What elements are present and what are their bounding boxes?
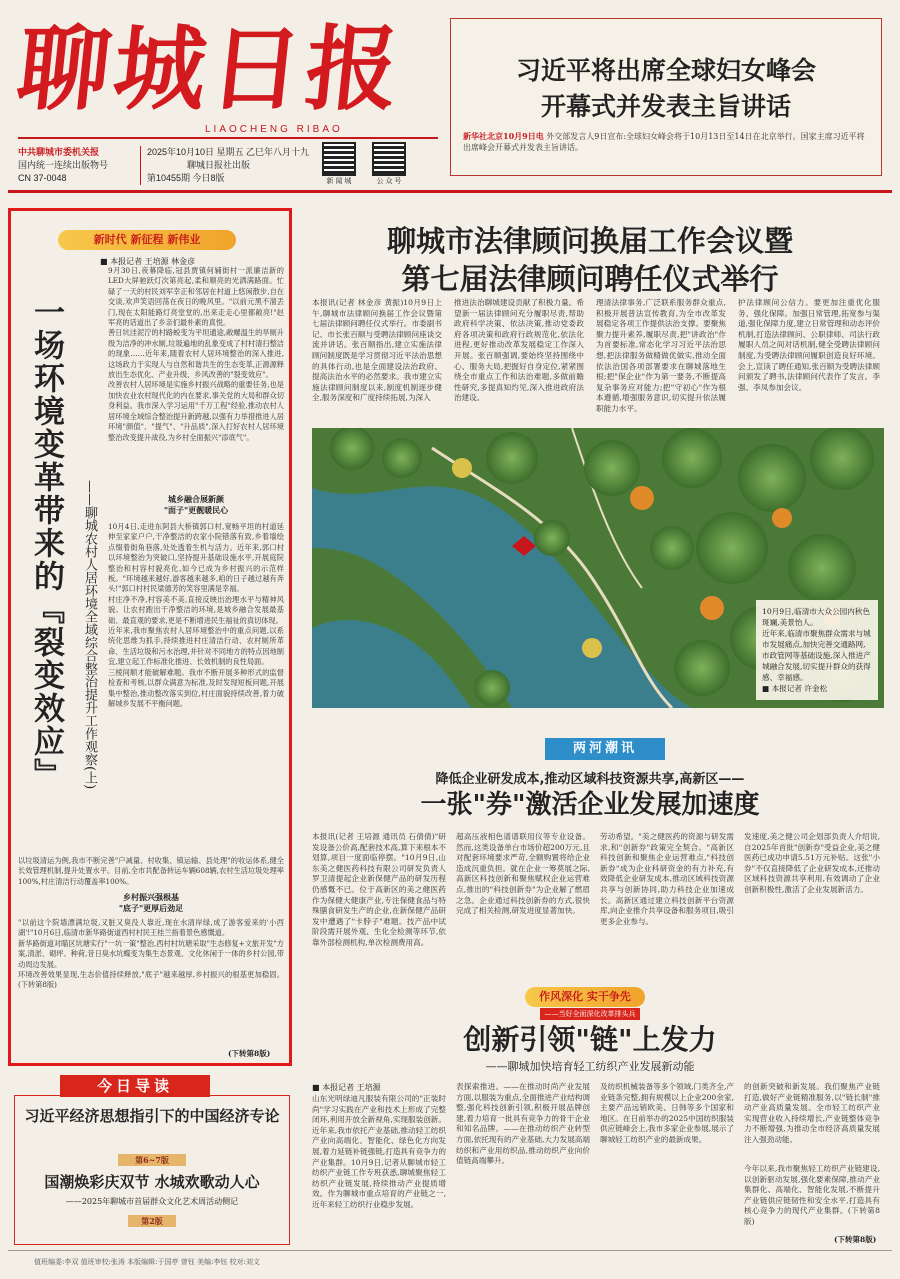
masthead-info — [18, 146, 108, 185]
qr-label: 公 众 号 — [376, 178, 402, 185]
subhead-line: 城乡融合展新颜 — [168, 494, 224, 504]
section3-headline[interactable]: 创新引领"链"上发力 — [463, 1023, 717, 1056]
main-article-col-2: 推进法治聊城建设贡献了积极力量。希望新一届法律顾问充分履职尽责,帮助政府科学决策、依法决策,推动党委政府各项决策和政府行政规范化,依法化进程,更好推动改革发展稳定工作深入开展。张百顺强调,要始终坚持围绕中心、服务大局,把握好自身定位,紧紧围绕全市重点工作和法治难题,多做前瞻性研究,多提真知灼见,深入推进政府法治建设。 — [454, 298, 584, 403]
guide-item-2-sub: ——2025年聊城市首届群众文化艺术周活动侧记 — [65, 1197, 239, 1206]
guide-title: 今日导读 — [60, 1075, 210, 1097]
section2-kicker: 降低企业研发成本,推动区域科技资源共享,高新区—— — [435, 772, 745, 787]
section2-col-3: 劳动希望。"美之健医药的资源与研发需求,和"创新券"政策完全契合。"高新区科技创新和聚焦企业运营难点,"科技创新券"成为企业科研资金的有力补充,有效降低企业研发成本,推动区域科技资源共享与创新协同,助力科技企业加速成长。高新区通过建立科技创新平台资源库,向企业推介共享设备和服务项目,吸引更多企业参与。 — [600, 832, 734, 926]
footer-credits: 值班编委:李双 值班审校:张涛 本版编辑:于国亭 曾钰 美编:李钰 校对:刘文 — [8, 1250, 892, 1272]
section-tag-lianghe: 两河潮讯 — [545, 738, 665, 760]
main-headline-line2: 第七届法律顾问聘任仪式举行 — [401, 262, 779, 296]
section3-tag2: ——当好全面深化改革排头兵 — [540, 1008, 640, 1020]
left-feature-tag: 新时代 新征程 新伟业 — [58, 230, 236, 250]
masthead-date: 2025年10月10日 星期五 乙巳年八月十九 — [147, 147, 310, 157]
masthead-logo — [12, 14, 428, 124]
subhead-line: 乡村振兴强根基 — [123, 892, 179, 902]
main-article-col-3: 理清法律事务,广泛联系服务群众重点,积极开展普法宣传教育,为全市改革发展稳定各项工作提供法治支撑。要聚焦聚力提升素养,履职尽责,把"讲政治"作为首要标准,常态化学习习近平法治思想,把法律服务做精做优做实,推动全面依法治国各项部署要求在聊城落地生根;把"保企业"作为第一要务,不断提高复杂事务应对能力;把"守初心"作为根本遵循,增强服务意识,切实提升依法履职能力水平。 — [596, 298, 726, 413]
qr-icon — [372, 142, 406, 176]
masthead-cn: CN 37-0048 — [18, 173, 67, 183]
masthead-org: 中共聊城市委机关报 — [18, 147, 100, 157]
top-headline-line2: 开幕式并发表主旨讲话 — [540, 92, 791, 121]
section2-col-4: 发速度,美之健公司企划部负责人介绍说,自2025年首批"创新券"受益企业,美之健医药已成功申请5.51万元补贴。这张"小券"不仅直接降低了企业研发成本,还推动区域科技资源共享利用,有效调动了企业创新积极性,激活了企业发展新活力。 — [744, 832, 880, 894]
caption-date: 10月9日,临清市大众公园内秋色斑斓,美景怡人。 — [762, 607, 871, 627]
masthead-issue: 第10455期 今日8版 — [147, 173, 225, 183]
masthead-publisher: 聊城日报社出版 — [187, 160, 251, 170]
qr-label: 新 闻 城 — [326, 178, 352, 185]
paragraph: 改善农村人居环境是实施乡村振兴战略的重要任务,也是加快农业农村现代化的内在要求,事关党的大局和群众切身利益。我市深入学习运用"千万工程"经验,推动农村人居环境全域综合整治提升新跨越,以强有力举措推进人居环境"颜值"、"提气"、"升品质",深入打好农村人居环境整治改变提升战役,为乡村全面振兴"添底气"。 — [108, 380, 284, 442]
left-subhead-1 — [108, 494, 284, 516]
left-feature-body-3 — [18, 856, 284, 886]
top-headline-line1: 习近平将出席全球妇女峰会 — [515, 56, 816, 85]
top-headline-box[interactable] — [450, 18, 882, 176]
guide-item-2-page: 第2版 — [128, 1215, 176, 1227]
main-headline-line1: 聊城市法律顾问换届工作会议暨 — [386, 224, 793, 258]
left-feature-body-2 — [108, 522, 284, 852]
photo-caption — [756, 600, 878, 700]
paragraph: 以垃圾清运为例,我市不断完善"户减量、村收集、镇运输、县处理"的收运体系,健全长效管理机制,提升处置水平。目前,全市共配备转运车辆608辆,农村生活垃圾处理率100%,村庄清洁行动覆盖率100%。 — [18, 856, 284, 886]
left-feature-reporter: ■ 本报记者 王培源 林金彦 — [100, 257, 196, 266]
section3-col-3: 及纺织机械装备等多个领域,门类齐全,产业链条完整,拥有规模以上企业200余家,主要产品远销欧美、日韩等多个国家和地区。在日前举办的2025中国纺织服装供应链峰会上,我市多家企业参展,展示了聊城轻工纺织产业的最新成果。 — [600, 1082, 734, 1144]
paragraph: 近年来,我市聚焦农村人居环境整治中的重点问题,以系统化思维为抓手,持续推进村庄清洁行动、农村厕所革命、生活垃圾和污水治理,并针对不同地方的特点因地制宜,建立起工作标准化推进、长效机制的良性局面。 — [108, 626, 284, 667]
paragraph: 10月4日,走进东阿县大桥镇郭口村,宽畅平坦的村道延伸至家家户户,干净整洁的农家小院错落有致,乡着墙绘点缀着街角巷落,处处透着生机与活力。近年来,郭口村以环境整治为突破口,坚持提升基础设施水平,开展庭院整治和村容村貌亮化,如今已成为乡村振兴的示范样板。"环境越来越好,游客越来越多,咱的日子越过越有奔头!"郭口村村民梁德芳的笑容里满是幸福。 — [108, 522, 284, 594]
guide-item-1-page: 第6~7版 — [118, 1154, 186, 1166]
caption-reporter: ■ 本报记者 许金松 — [762, 684, 828, 693]
paragraph: 村庄净不净,村容美不美,直接反映出治理水平与精神风貌。让农村跑出干净整洁的环境,是城乡融合发展最基础、最直观的要求,更是不断增进民生福祉的真切体现。 — [108, 594, 284, 625]
paragraph: "以前这个院墙漂满垃圾,又脏又臭没人靠近,现在水清岸绿,成了游客爱来的'小西湖'!"10月6日,临清市新华路街道西村村民王桂兰指着景色感慨道。 — [18, 918, 284, 938]
paragraph: 9月30日,夜幕降临,冠县贾镇何辅街村一派廉洁新的LED大屏驰跃灯次第亮起,柔和顺亮的光洒满路面。忙碌了一天的村民刘军幸正和邻居在村道上悠闲散步,自在交谈,欢声笑语回荡在夜日的晚风里。"以前元黑不溜丢门,现在太阳能路灯亮堂堂的,出来走走心里都敞亮!"赵军亮的话道出了乡亲们最朴素的真悦。 — [108, 266, 284, 328]
main-article-col-4: 护法律顾问公信力。要更加注重优化服务、强化保障。加强日常管理,拓宽参与渠道,强化保障力度,建立日常管理和动态评价机制,打造法律顾问、公职律师、司法行政履职人员之间对话机制,健全受聘法律顾问制度,为受聘法律顾问履职创造良好环境。会上,宣读了聘任通知,张百顺为受聘法律顾问颁发了聘书,法律顾问代表作了发言。李强、李凤参加会议。 — [738, 298, 880, 392]
subhead-line: "底子"更厚后劲足 — [118, 903, 184, 913]
guide-item-1[interactable]: 习近平经济思想指引下的中国经济专论 — [24, 1107, 280, 1125]
left-feature-title: 一场环境变革带来的『裂变效应』 — [28, 296, 64, 791]
paragraph: 新华路街道对瞄区坑塘实行"一坑一策"整治,西村村坑塘采取"生态修复+文旅开发"方案,清淤、砌坪、种荷,昔日臭水坑蝶变为集生态景观、文化休闲于一体的乡村公园,带动周边发展。 — [18, 938, 284, 969]
masthead-issn: 国内统一连续出版物号 — [18, 160, 109, 170]
left-subhead-2 — [18, 892, 284, 914]
paragraph: 三棱间顺才能破解难题。我市不断开展多种形式的监督检查和考核,以群众满意为标准,及时发现短板问题,开展集中整治,推动整改落实到位,村庄面貌持续改善,着力破解城乡发展不平衡问题。 — [108, 667, 284, 708]
section3-col-2: 表探索推进。——在推动时尚产业发展方面,以服装为重点,全面推进产业结构调整,强化科技创新引领,积极开展品牌创建,着力培育一批具有竞争力的骨干企业和知名品牌。——在推动纺织产业转型方面,依托现有的产业基础,大力发展高端纺织和产业用纺织品,推动纺织产业向价值链高端攀升。 — [456, 1082, 590, 1166]
page-rule — [8, 190, 892, 193]
section3-subtitle: ——聊城加快培育轻工纺织产业发展新动能 — [485, 1060, 695, 1073]
section3-tag: 作风深化 实干争先 — [525, 987, 645, 1007]
section2-headline[interactable]: 一张"券"激活企业发展加速度 — [420, 790, 760, 820]
section2-col-2: 超高压液相色谱谱联用仪等专业设备。然而,这类设备单台市场价超200万元,且对配套环境要求严苛,全额购置将给企业造成沉重负担。就在企业一筹莫展之际,高新区科技创新和聚焦赋权企业运营难点,推出的"科技创新券"为企业解了燃眉之急。企业通过科技创新券的方式,很快完成了相关检测,研发进度显著加快。 — [456, 832, 590, 916]
section3-reporter: ■ 本报记者 王培源 — [312, 1083, 381, 1092]
masthead-rule — [18, 137, 438, 139]
paragraph: 善日坑洼泥泞的村路蜕变为平坦通途,敞螺温生的旱厕升级为洁净的冲水厕,垃圾遍地的乱象变成了村村清扫整洁的现象……近年来,随着农村人居环境整治的深入推进,这场政力于实现人与自然和谐共生的生态变革,正源源释放出生态优化、产业升级、乡风改善的"裂变效应"。 — [108, 328, 284, 380]
left-continue-note[interactable]: (下转第8版) — [228, 1049, 271, 1058]
top-headline-lead — [463, 131, 869, 153]
qr-code-news[interactable] — [322, 142, 356, 186]
dateline: 新华社北京10月9日电 — [463, 131, 544, 141]
logo-text: 聊城日报 — [12, 15, 408, 123]
section2-col-1: 本报讯(记者 王培源 通讯员 石倩倩)"研发设备公价高,配套技术高,算下来根本不划算,项目一度面临停摆。"10月9日,山东美之健医药科技有限公司研发负责人罗卫清提起企业新保健产品的研发历程仍感慨不已。位于高新区的美之健医药作为保健大健康产业,专注保健食品与特殊膳食研发生产的企业,在新保健产品研发中遭遇了"卡脖子"难题。技产品中试阶段需开展外观、生化全检测等环节,依靠外部检测机构,单次检测费用高。 — [312, 832, 446, 947]
section3-col-4: 的创新突破和新发展。我们聚焦产业链打造,做好产业链精准服务,以"链长制"推动产业高质量发展。全市轻工纺织产业实现营业收入持续增长,产业链整体竞争力不断增强,为推动全市经济高质量发展注入强劲动能。 — [744, 1082, 880, 1144]
caption-body: 近年来,临清市聚焦群众需求与城市发展痛点,加快完善交通路网,市政管网等基础设施,深入推进产城融合发展,切实提升群众的获得感、幸福感。 — [762, 629, 871, 682]
masthead-date-block — [140, 146, 309, 185]
guide-item-2[interactable]: 国潮焕彩庆双节 水城欢歌动人心 — [44, 1173, 260, 1191]
subhead-line: "面子"更靓暖民心 — [163, 505, 229, 515]
section3-col-5: 今年以来,我市聚焦轻工纺织产业链建设,以创新驱动发展,强化要素保障,推动产业集群化、高端化、智能化发展,不断提升产业链供应链韧性和安全水平,打造具有核心竞争力的现代产业集群。(下转第8版) — [744, 1164, 880, 1226]
left-feature-body-4 — [18, 918, 284, 1046]
left-feature-body-1 — [108, 266, 284, 492]
main-article-col-1: 本报讯(记者 林金彦 黄振)10月9日上午,聊城市法律顾问换届工作会议暨第七届法律顾问聘任仪式举行。市委副书记、市长张百顺与受聘法律顾问座谈交流并讲话。张百顺指出,建立实施法律顾问制度既是学习贯彻习近平法治思想的具体行动,也是全面建设法治政府、提高法治水平的必然要求。我市建立实施法律顾问制度以来,制度机制逐步健全,服务深度和广度持续拓展,为深入 — [312, 298, 442, 403]
qr-code-wechat[interactable] — [372, 142, 406, 186]
qr-icon — [322, 142, 356, 176]
section3-continue-note[interactable]: (下转第8版) — [834, 1235, 877, 1244]
left-feature-subtitle: ——聊城农村人居环境全域综合整治提升工作观察(上) — [82, 480, 97, 790]
main-headline[interactable] — [300, 222, 880, 298]
section3-col-1: 山东光明绿迪凡服装有限公司的"正装时尚"学习实践在产业和技术上形成了完整闭环,利用开放全新视角,实现服装创新。近年来,我市依托产业基础,推动轻工纺织产业向高端化、智能化、绿色化方向发展,着力延链补链强链,打造具有竞争力的产业集群。10月9日,记者从聊城市轻工纺织产业链工作专班获悉,聊城聚焦轻工纺织产业链发展,持续推动产业提质增效。作为聊城市重点培育的产业链之一,近年来轻工纺织行业稳步发展。 — [312, 1094, 446, 1209]
masthead-pinyin: LIAOCHENG RIBAO — [205, 124, 343, 135]
lead-text: 外交部发言人9日宣布:全球妇女峰会将于10月13日至14日在北京举行。国家主席习近平将出席峰会开幕式并发表主旨讲话。 — [463, 132, 865, 152]
paragraph: 环境改善效果显现,生态价值持续释放,"底子"越来越厚,乡村振兴的根基更加稳固。(下转第8版) — [18, 970, 284, 990]
